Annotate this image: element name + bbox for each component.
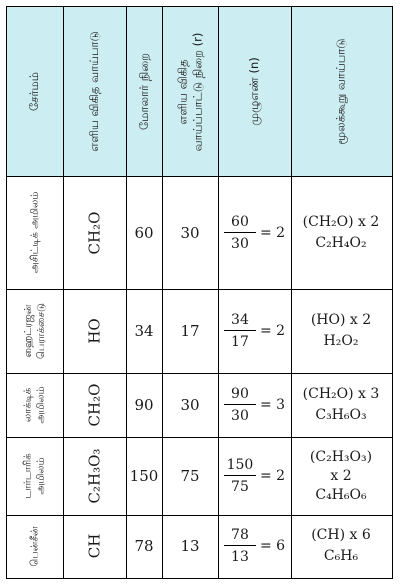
molecular-formula-line: (C₂H₃O₃) bbox=[309, 448, 373, 465]
compound-name-line: லாக்டிக் bbox=[23, 387, 34, 423]
molecular-formula-cell bbox=[291, 289, 391, 373]
fraction-result: = 3 bbox=[259, 397, 286, 413]
molar-mass-cell: 78 bbox=[134, 537, 154, 555]
compound-name-line: ஹைட்ரஜன் bbox=[23, 304, 34, 358]
molecular-formula-line: (CH) x 6 bbox=[311, 527, 371, 543]
compound-name bbox=[29, 192, 42, 274]
fraction-result: = 2 bbox=[259, 224, 286, 241]
header-molar-mass bbox=[126, 7, 162, 176]
header-compound bbox=[7, 7, 63, 176]
compound-name bbox=[22, 453, 48, 498]
molar-mass-cell: 90 bbox=[134, 396, 154, 414]
multiple-cell bbox=[218, 437, 291, 515]
fraction bbox=[224, 214, 256, 252]
empirical-formula: CH₂O bbox=[85, 383, 104, 427]
compound-name-line: அமிலம் bbox=[36, 386, 47, 424]
fraction-denominator: 30 bbox=[231, 408, 249, 424]
molecular-formula-line: C₂H₄O₂ bbox=[315, 234, 367, 251]
fraction-denominator: 13 bbox=[231, 549, 249, 565]
compound-cell bbox=[7, 373, 63, 437]
compound-name bbox=[22, 303, 48, 359]
multiple-cell bbox=[218, 373, 291, 437]
empirical-formula-cell bbox=[63, 289, 126, 373]
fraction-denominator: 30 bbox=[231, 235, 249, 252]
compound-cell bbox=[7, 437, 63, 515]
header-molar-mass-label: மோலார் நிறை bbox=[136, 53, 151, 130]
fraction-denominator: 75 bbox=[231, 479, 249, 495]
fraction-numerator: 90 bbox=[224, 386, 256, 405]
molecular-formula-cell bbox=[291, 515, 391, 577]
molecular-formula-line: H₂O₂ bbox=[323, 333, 359, 349]
header-molecular-formula-label: மூலக்கூறு வாய்பாடு bbox=[333, 38, 348, 145]
empirical-formula: CH bbox=[85, 533, 104, 559]
empirical-formula: HO bbox=[85, 318, 104, 344]
empirical-mass-cell: 17 bbox=[180, 322, 200, 340]
header-molecular-formula bbox=[291, 7, 391, 176]
compound-name-line: டார்டாரிக் bbox=[23, 453, 34, 499]
formula-table bbox=[6, 6, 393, 579]
compound-name-line: பென்சீன் bbox=[29, 525, 41, 567]
molecular-formula-cell bbox=[291, 373, 391, 437]
molecular-formula-cell bbox=[291, 437, 391, 515]
fraction-result: = 2 bbox=[259, 323, 286, 339]
molar-mass-cell: 150 bbox=[129, 467, 159, 485]
fraction bbox=[224, 386, 256, 424]
multiple-cell bbox=[218, 515, 291, 577]
empirical-mass-cell: 13 bbox=[180, 537, 200, 555]
compound-name-line: பெராக்சைடு bbox=[36, 303, 47, 359]
header-empirical-formula-label: எளிய விகித வாய்பாடு bbox=[87, 31, 101, 152]
empirical-mass-cell: 30 bbox=[180, 223, 200, 242]
empirical-formula-cell bbox=[63, 373, 126, 437]
empirical-formula-cell bbox=[63, 176, 126, 289]
fraction-numerator: 150 bbox=[224, 457, 256, 476]
molecular-formula-line: (HO) x 2 bbox=[310, 312, 372, 328]
empirical-formula-cell bbox=[63, 437, 126, 515]
molar-mass-cell: 60 bbox=[134, 223, 154, 242]
fraction-numerator: 78 bbox=[224, 527, 256, 546]
fraction bbox=[224, 457, 256, 495]
empirical-formula-cell bbox=[63, 515, 126, 577]
molecular-formula-line: C₃H₆O₃ bbox=[315, 407, 367, 423]
molar-mass-cell: 34 bbox=[134, 322, 154, 340]
molecular-formula-line: (CH₂O) x 3 bbox=[302, 386, 380, 402]
header-empirical-mass bbox=[162, 7, 218, 176]
empirical-formula: CH₂O bbox=[85, 211, 104, 254]
fraction-result: = 2 bbox=[259, 468, 286, 484]
compound-name-line: அமிலம் bbox=[36, 457, 47, 495]
molecular-formula-line: (CH₂O) x 2 bbox=[302, 213, 380, 230]
molecular-formula bbox=[311, 310, 371, 352]
molecular-formula bbox=[311, 525, 371, 567]
molecular-formula bbox=[303, 212, 380, 254]
fraction-denominator: 17 bbox=[231, 334, 249, 350]
fraction-result: = 6 bbox=[259, 538, 286, 554]
header-empirical-mass-line1: எளிய விகித bbox=[175, 58, 190, 125]
compound-cell bbox=[7, 176, 63, 289]
compound-name-line: அசிட்டிக் அமிலம் bbox=[29, 191, 41, 274]
molecular-formula-line: C₄H₆O₆ bbox=[315, 486, 367, 503]
fraction-numerator: 34 bbox=[224, 312, 256, 331]
header-multiple-label: முழுஎண் (n) bbox=[247, 57, 261, 126]
molecular-formula-line: x 2 bbox=[330, 467, 352, 484]
multiple-cell bbox=[218, 176, 291, 289]
header-empirical-mass-label bbox=[175, 32, 205, 151]
compound-name bbox=[29, 526, 42, 566]
empirical-formula: C₂H₃O₃ bbox=[85, 448, 104, 504]
empirical-mass-cell: 75 bbox=[180, 467, 200, 485]
fraction bbox=[224, 527, 256, 565]
molecular-formula bbox=[310, 448, 372, 505]
compound-cell bbox=[7, 289, 63, 373]
header-empirical-formula bbox=[63, 7, 126, 176]
header-empirical-mass-line2: வாய்ப்பாட்டு நிறை (r) bbox=[190, 32, 205, 151]
molecular-formula-cell bbox=[291, 176, 391, 289]
fraction bbox=[224, 312, 256, 350]
fraction-numerator: 60 bbox=[224, 214, 256, 233]
compound-name bbox=[22, 386, 48, 423]
header-compound-label: சேர்மம் bbox=[27, 71, 42, 112]
molecular-formula-line: C₆H₆ bbox=[323, 548, 359, 564]
compound-cell bbox=[7, 515, 63, 577]
header-multiple bbox=[218, 7, 291, 176]
empirical-mass-cell: 30 bbox=[180, 396, 200, 414]
multiple-cell bbox=[218, 289, 291, 373]
molecular-formula bbox=[303, 384, 380, 426]
